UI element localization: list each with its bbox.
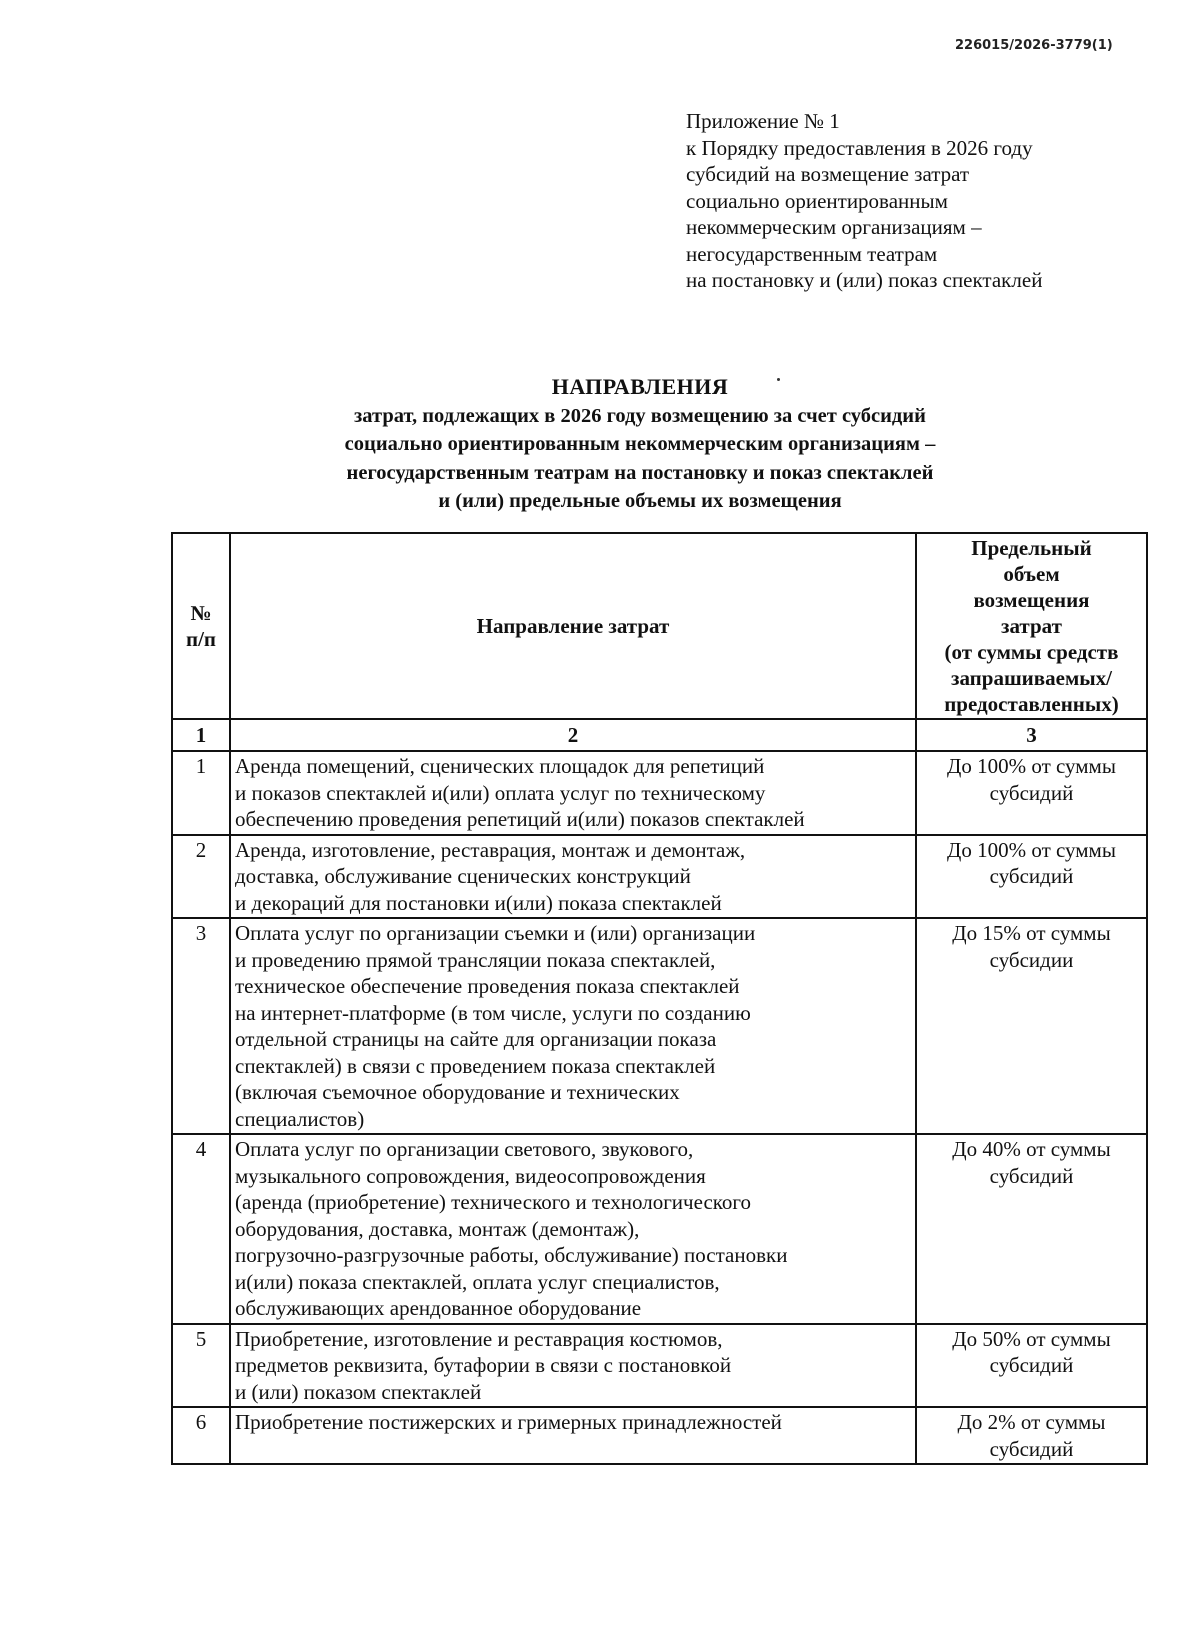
appendix-note bbox=[686, 108, 1166, 294]
header-limit-line: затрат bbox=[1001, 614, 1062, 638]
direction-line: спектаклей) в связи с проведением показа спектаклей bbox=[235, 1053, 716, 1078]
limit-line: До 2% от суммы bbox=[957, 1410, 1106, 1434]
header-limit-line: запрашиваемых/ bbox=[951, 666, 1112, 690]
direction-line: Аренда помещений, сценических площадок для репетиций bbox=[235, 754, 765, 778]
row-number: 4 bbox=[172, 1134, 230, 1324]
direction-line: музыкального сопровождения, видеосопровождения bbox=[235, 1163, 706, 1188]
limit-line: субсидии bbox=[989, 947, 1074, 972]
appendix-line: некоммерческим организациям – bbox=[686, 215, 982, 239]
direction-line: и декораций для постановки и(или) показа спектаклей bbox=[235, 890, 722, 915]
table-row bbox=[172, 1407, 1147, 1464]
limit-line: субсидий bbox=[989, 864, 1074, 888]
column-number: 2 bbox=[230, 719, 916, 751]
limit-line: До 40% от суммы bbox=[952, 1137, 1111, 1161]
row-direction bbox=[230, 835, 916, 919]
title-line: негосударственным театрам на постановку и показ спектаклей bbox=[346, 461, 934, 484]
direction-line: и показов спектаклей и(или) оплата услуг по техническому bbox=[235, 780, 766, 805]
document-title bbox=[200, 373, 1080, 516]
direction-line: и (или) показом спектаклей bbox=[235, 1379, 482, 1404]
row-number: 3 bbox=[172, 918, 230, 1134]
table-row bbox=[172, 1134, 1147, 1324]
column-number-row bbox=[172, 719, 1147, 751]
appendix-line: социально ориентированным bbox=[686, 188, 948, 213]
direction-line: Аренда, изготовление, реставрация, монтаж и демонтаж, bbox=[235, 837, 746, 862]
direction-line: (включая съемочное оборудование и технических bbox=[235, 1080, 680, 1104]
row-limit bbox=[916, 1324, 1147, 1408]
table-row bbox=[172, 1324, 1147, 1408]
row-limit bbox=[916, 751, 1147, 835]
direction-line: Оплата услуг по организации съемки и (или) организации bbox=[235, 921, 756, 945]
table-header-row bbox=[172, 533, 1147, 719]
limit-line: До 100% от суммы bbox=[947, 837, 1116, 862]
direction-line: (аренда (приобретение) технического и технологического bbox=[235, 1190, 751, 1214]
row-number: 5 bbox=[172, 1324, 230, 1408]
direction-line: обеспечению проведения репетиций и(или) показов спектаклей bbox=[235, 807, 805, 831]
row-direction bbox=[230, 1407, 916, 1464]
row-limit bbox=[916, 918, 1147, 1134]
row-limit bbox=[916, 1407, 1147, 1464]
row-direction bbox=[230, 1134, 916, 1324]
limit-line: субсидий bbox=[989, 1436, 1074, 1461]
header-limit-line: предоставленных) bbox=[944, 692, 1119, 716]
document-number: 226015/2026-3779(1) bbox=[955, 38, 1113, 53]
title-line: затрат, подлежащих в 2026 году возмещению за счет субсидий bbox=[354, 404, 926, 427]
table-row bbox=[172, 918, 1147, 1134]
row-number: 2 bbox=[172, 835, 230, 919]
direction-line: техническое обеспечение проведения показа спектаклей bbox=[235, 974, 740, 998]
column-number: 1 bbox=[172, 719, 230, 751]
direction-line: Оплата услуг по организации светового, звукового, bbox=[235, 1137, 694, 1161]
column-number: 3 bbox=[916, 719, 1147, 751]
row-direction bbox=[230, 1324, 916, 1408]
row-direction bbox=[230, 918, 916, 1134]
direction-line: Приобретение, изготовление и реставрация костюмов, bbox=[235, 1326, 723, 1351]
appendix-line: к Порядку предоставления в 2026 году bbox=[686, 135, 1033, 160]
appendix-line: негосударственным театрам bbox=[686, 241, 938, 266]
header-direction: Направление затрат bbox=[230, 533, 916, 719]
direction-line: обслуживающих арендованное оборудование bbox=[235, 1296, 642, 1320]
header-limit-line: возмещения bbox=[973, 588, 1090, 612]
limit-line: До 100% от суммы bbox=[947, 754, 1116, 778]
limit-line: До 15% от суммы bbox=[952, 921, 1111, 945]
direction-line: на интернет-платформе (в том числе, услуги по созданию bbox=[235, 1000, 751, 1025]
direction-line: оборудования, доставка, монтаж (демонтаж), bbox=[235, 1216, 640, 1241]
cost-directions-table bbox=[171, 532, 1148, 1465]
row-direction bbox=[230, 751, 916, 835]
direction-line: и(или) показа спектаклей, оплата услуг специалистов, bbox=[235, 1269, 720, 1294]
direction-line: и проведению прямой трансляции показа спектаклей, bbox=[235, 947, 716, 972]
table-row bbox=[172, 835, 1147, 919]
header-limit bbox=[916, 533, 1147, 719]
header-num-line: № bbox=[190, 600, 212, 625]
limit-line: субсидий bbox=[989, 1353, 1074, 1377]
direction-line: предметов реквизита, бутафории в связи с постановкой bbox=[235, 1353, 732, 1377]
row-number: 6 bbox=[172, 1407, 230, 1464]
header-limit-line: Предельный bbox=[971, 536, 1092, 560]
row-limit bbox=[916, 1134, 1147, 1324]
title-line: социально ориентированным некоммерческим организациям – bbox=[344, 433, 936, 455]
appendix-line: Приложение № 1 bbox=[686, 109, 840, 133]
header-num-line: п/п bbox=[185, 627, 217, 651]
row-number: 1 bbox=[172, 751, 230, 835]
header-limit-line: (от суммы средств bbox=[944, 640, 1119, 664]
appendix-line: субсидий на возмещение затрат bbox=[686, 162, 970, 186]
table-row bbox=[172, 751, 1147, 835]
direction-line: специалистов) bbox=[235, 1106, 365, 1131]
direction-line: погрузочно-разгрузочные работы, обслуживание) постановки bbox=[235, 1243, 788, 1267]
title-line: и (или) предельные объемы их возмещения bbox=[438, 490, 842, 512]
direction-line: доставка, обслуживание сценических конструкций bbox=[235, 864, 691, 888]
limit-line: субсидий bbox=[989, 1163, 1074, 1188]
title-main: НАПРАВЛЕНИЯ bbox=[551, 374, 729, 399]
limit-line: субсидий bbox=[989, 780, 1074, 805]
direction-line: отдельной страницы на сайте для организации показа bbox=[235, 1027, 717, 1051]
appendix-line: на постановку и (или) показ спектаклей bbox=[686, 268, 1043, 292]
limit-line: До 50% от суммы bbox=[952, 1326, 1111, 1351]
header-num bbox=[172, 533, 230, 719]
row-limit bbox=[916, 835, 1147, 919]
header-limit-line: объем bbox=[1003, 562, 1060, 586]
direction-line: Приобретение постижерских и гримерных принадлежностей bbox=[235, 1410, 782, 1434]
